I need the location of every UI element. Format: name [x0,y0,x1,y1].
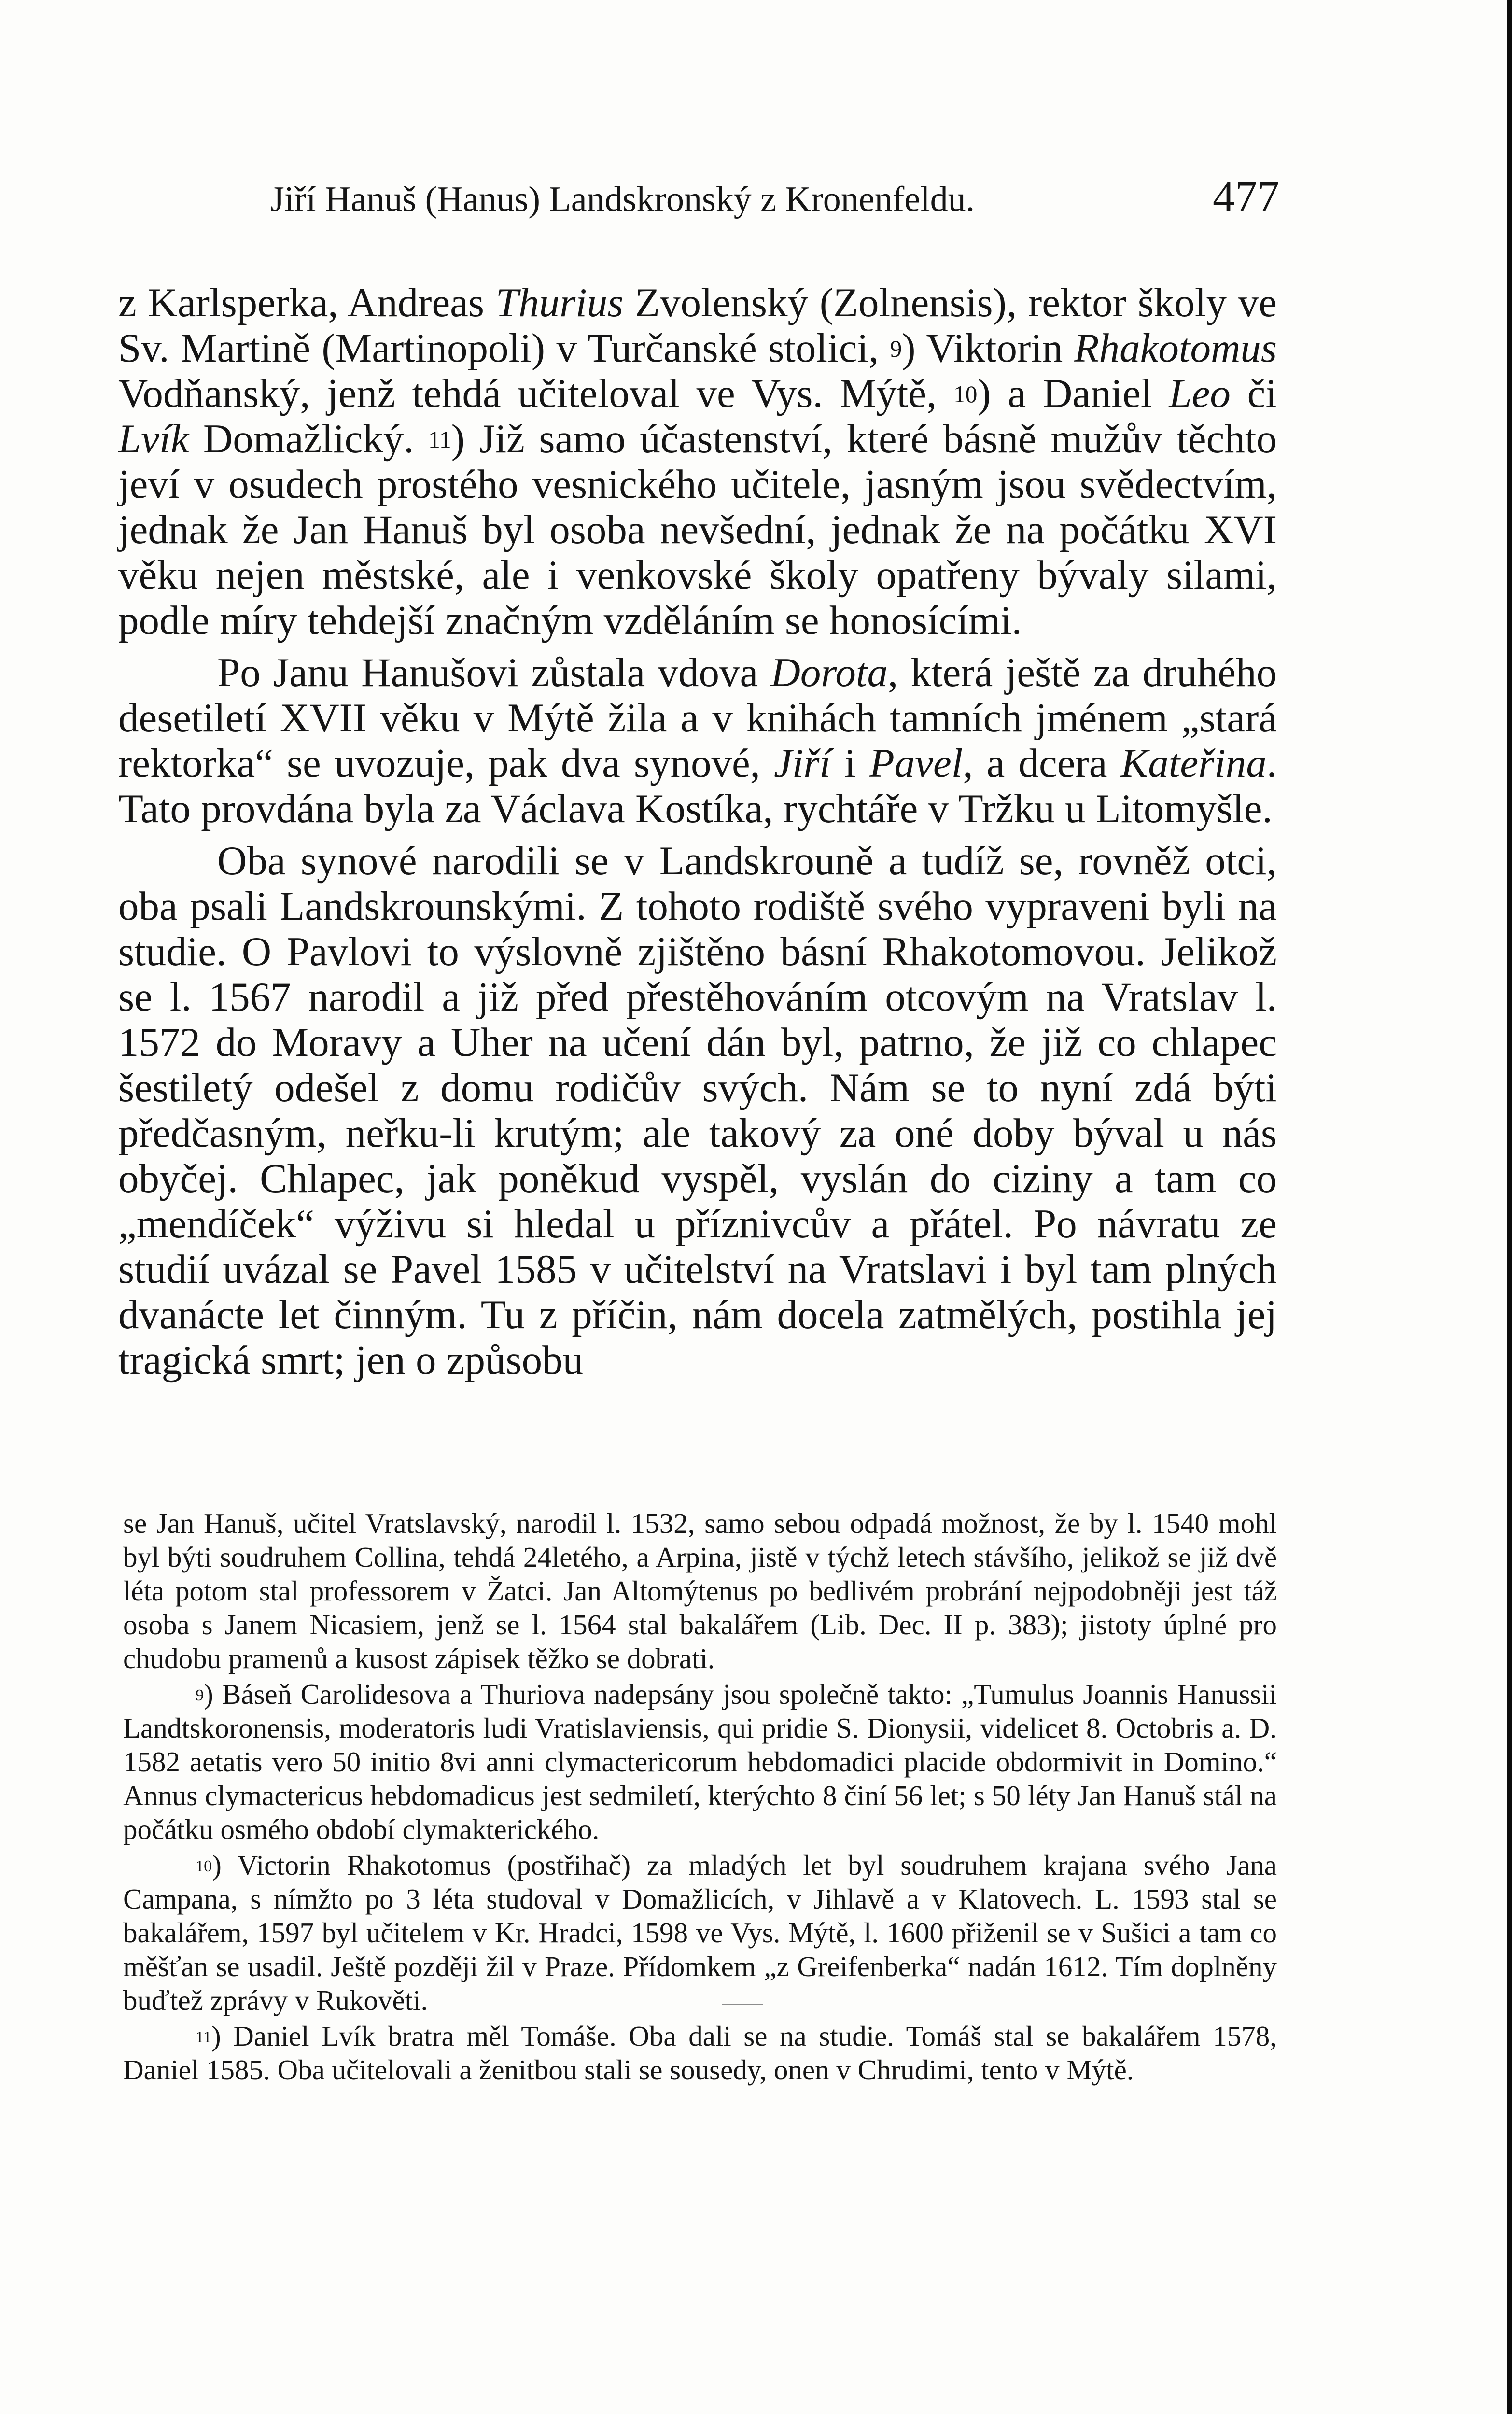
name-dorota: Dorota [770,650,888,695]
text-run: i [831,741,869,786]
text-run: ) Viktorin [902,325,1074,371]
footnote-text: ) Daniel Lvík bratra měl Tomáše. Oba dali se na studie. Tomáš stal se bakalářem 1578, Daniel 1585. Oba učitelovali a ženitbou stali se sousedy, onen v Chrudimi, tento v Mýtě. [123,2020,1277,2086]
footnote-10 [123,1848,1277,2017]
text-run: , a dcera [963,741,1121,786]
name-pavel: Pavel [869,741,963,786]
page-header [270,171,1279,225]
footnote-number: 11 [196,2028,211,2047]
footnotes [123,1506,1277,2087]
running-head: Jiří Hanuš (Hanus) Landskronský z Kronenfeldu. [270,180,975,219]
name-jiri: Jiří [774,741,831,786]
footnote-number: 10 [196,1857,212,1876]
text-run: Vodňanský, jenž tehdá učiteloval ve Vys. Mýtě, [118,371,954,416]
footnote-ref-9: 9 [890,336,902,363]
divider-dash [722,2004,763,2005]
text-run: ) a Daniel [977,371,1169,416]
footnote-9 [123,1677,1277,1846]
name-katerina: Kateřina [1120,741,1267,786]
paragraph-2 [118,650,1277,831]
footnote-text: ) Báseň Carolidesova a Thuriova nadepsány jsou společně takto: „Tumulus Joannis Hanussii Landtskoronensis, moderatoris ludi Vratislaviensis, qui pridie S. Dionysii, videlicet 8. Octobris a. D. 1582 aetatis vero 50 initio 8vi anni clymactericorum hebdomadici placide obdormivit in Domino.“ Annus clymactericus hebdomadicus jest sedmiletí, kterýchto 8 činí 56 let; s 50 léty Jan Hanuš stál na počátku osmého období clymakterického. [123,1678,1277,1845]
name-leo: Leo [1169,371,1231,416]
text-run: či [1230,371,1277,416]
footnote-text: ) Victorin Rhakotomus (postřihač) za mladých let byl soudruhem krajana svého Jana Campana, s nímžto po 3 léta studoval v Domažlicích, v Jihlavě a v Klatovech. L. 1593 stal se bakalářem, 1597 byl učitelem v Kr. Hradci, 1598 ve Vys. Mýtě, l. 1600 přiženil se v Sušici a tam co měšťan se usadil. Ještě později žil v Praze. Přídomkem „z Greifenberka“ nadán 1612. Tím doplněny buďtež zprávy v Rukověti. [123,1849,1277,2016]
name-lvik: Lvík [118,416,189,462]
text-run: z Karlsperka, Andreas [118,280,496,325]
page-number: 477 [1213,172,1279,221]
footnote-ref-10: 10 [953,381,978,408]
footnote-continuation: se Jan Hanuš, učitel Vratslavský, narodil l. 1532, samo sebou odpadá možnost, že by l. 1540 mohl byl býti soudruhem Collina, tehdá 24letého, a Arpina, jistě v týchž letech stávšího, jelikož se již dvě léta potom stal professorem v Žatci. Jan Altomýtenus po bedlivém probrání nejpodobněji jest táž osoba s Janem Nicasiem, jenž se l. 1564 stal bakalářem (Lib. Dec. II p. 383); jistoty úplné pro chudobu pramenů a kusost zápisek těžko se dobrati. [123,1507,1277,1674]
name-thurius: Thurius [495,280,624,325]
main-text [118,280,1277,1383]
footnote-ref-11: 11 [428,426,451,453]
text-run: . Tato provdána byla za Václava Kostíka, rychtáře v Tržku u Litomyšle. [118,741,1277,831]
paragraph-3: Oba synové narodili se v Landskrouně a tudíž se, rovněž otci, oba psali Landskrounskými. Z tohoto rodiště svého vypraveni byli na studie. O Pavlovi to výslovně zjištěno básní Rhakotomovou. Jelikož se l. 1567 narodil a již před přestěhováním otcovým na Vratslav l. 1572 do Moravy a Uher na učení dán byl, patrno, že již co chlapec šestiletý odešel z domu rodičův svých. Nám se to nyní zdá býti předčasným, neřku-li krutým; ale takový za oné doby býval u nás obyčej. Chlapec, jak poněkud vyspěl, vyslán do ciziny a tam co „mendíček“ výživu si hledal u příznivcův a přátel. Po návratu ze studií uvázal se Pavel 1585 v učitelství na Vratslavi i byl tam plných dvanácte let činným. Tu z příčin, nám docela zatmělých, postihla jej tragická smrt; jen o způsobu [118,838,1277,1383]
text-run: Po Janu Hanušovi zůstala vdova [217,650,771,695]
footnote-11 [123,2019,1277,2087]
scan-edge [1507,0,1512,2414]
name-rhakotomus: Rhakotomus [1074,325,1277,371]
text-run: Domažlický. [189,416,429,462]
footnote-number: 9 [196,1686,204,1705]
text-run: ) Již samo účastenství, které básně mužův těchto jeví v osudech prostého vesnického učitele, jasným jsou svědectvím, jednak že Jan Hanuš byl osoba nevšední, jednak že na počátku XVI věku nejen městské, ale i venkovské školy opatřeny bývaly silami, podle míry tehdejší značným vzděláním se honosícími. [118,416,1277,643]
paragraph-1 [118,280,1277,643]
text-run: Zvolenský (Zolnensis), rektor školy ve Sv. Martině (Martinopoli) v Turčanské stolici, [118,280,1277,371]
text-run: , která ještě za druhého desetiletí XVII věku v Mýtě žila a v knihách tamních jménem „stará rektorka“ se uvozuje, pak dva synové, [118,650,1277,786]
